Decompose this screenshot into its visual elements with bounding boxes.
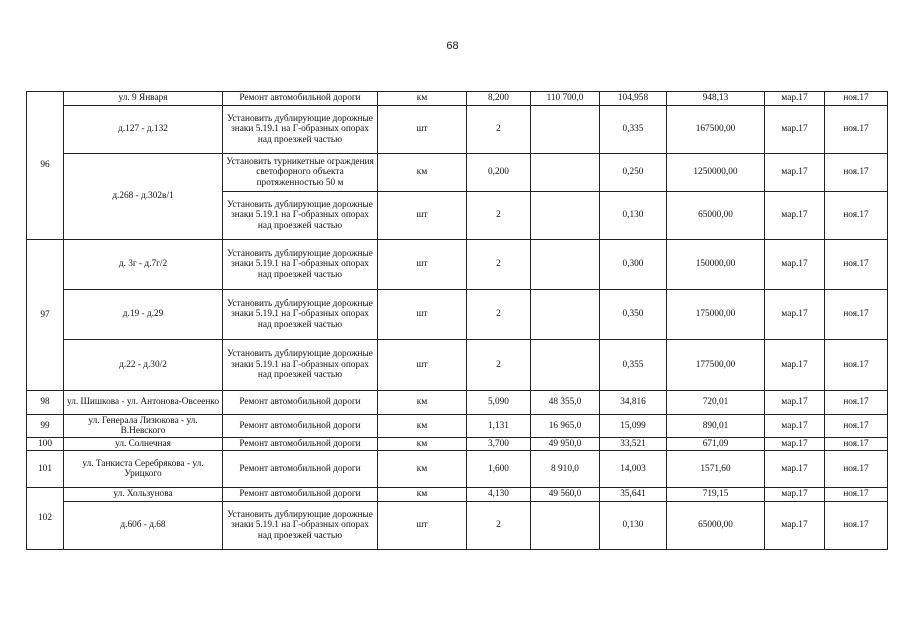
work-type-cell: Установить дублирующие дорожные знаки 5.19.1 на Г-образных опорах над проезжей частью [223,340,378,391]
end-date-cell: ноя.17 [825,488,888,502]
area-cell: 8 910,0 [531,451,600,488]
table-row [27,340,888,391]
address-cell: ул. Генерала Лизюкова - ул. В.Невского [64,415,223,438]
unit-cell: шт [378,340,467,391]
table-row [27,502,888,550]
quantity-cell: 2 [467,340,531,391]
end-date-cell: ноя.17 [825,415,888,438]
quantity-cell: 1,131 [467,415,531,438]
end-date-cell: ноя.17 [825,391,888,415]
table-row [27,106,888,154]
road-works-table [26,91,888,550]
work-type-cell: Установить турникетные ограждения светофорного объекта протяженностью 50 м [223,154,378,192]
amount-cell: 15,099 [600,415,667,438]
amount-cell: 0,350 [600,290,667,340]
end-date-cell: ноя.17 [825,240,888,290]
area-cell [531,340,600,391]
unit-cost-cell: 177500,00 [667,340,765,391]
end-date-cell: ноя.17 [825,154,888,192]
end-date-cell: ноя.17 [825,106,888,154]
start-date-cell: мар.17 [765,192,825,240]
area-cell: 48 355,0 [531,391,600,415]
start-date-cell: мар.17 [765,240,825,290]
amount-cell: 0,335 [600,106,667,154]
area-cell [531,192,600,240]
amount-cell: 0,130 [600,192,667,240]
area-cell [531,240,600,290]
end-date-cell: ноя.17 [825,340,888,391]
address-cell: д.19 - д.29 [64,290,223,340]
quantity-cell: 2 [467,192,531,240]
work-type-cell: Установить дублирующие дорожные знаки 5.19.1 на Г-образных опорах над проезжей частью [223,106,378,154]
amount-cell: 0,130 [600,502,667,550]
unit-cell: км [378,391,467,415]
table-row [27,415,888,438]
quantity-cell: 2 [467,502,531,550]
quantity-cell: 0,200 [467,154,531,192]
unit-cell: шт [378,106,467,154]
area-cell: 110 700,0 [531,92,600,106]
unit-cell: км [378,488,467,502]
end-date-cell: ноя.17 [825,192,888,240]
unit-cell: км [378,415,467,438]
quantity-cell: 4,130 [467,488,531,502]
unit-cost-cell: 65000,00 [667,192,765,240]
unit-cost-cell: 948,13 [667,92,765,106]
item-number: 100 [27,438,64,451]
quantity-cell: 1,600 [467,451,531,488]
quantity-cell: 2 [467,106,531,154]
item-number: 102 [27,488,64,550]
end-date-cell: ноя.17 [825,92,888,106]
table-row [27,488,888,502]
area-cell: 49 950,0 [531,438,600,451]
table-row [27,92,888,106]
work-type-cell: Ремонт автомобильной дороги [223,488,378,502]
address-cell: ул. 9 Января [64,92,223,106]
amount-cell: 0,250 [600,154,667,192]
unit-cost-cell: 65000,00 [667,502,765,550]
area-cell [531,290,600,340]
item-number: 99 [27,415,64,438]
work-type-cell: Ремонт автомобильной дороги [223,415,378,438]
item-number: 98 [27,391,64,415]
unit-cost-cell: 671,09 [667,438,765,451]
address-cell: д.60б - д.68 [64,502,223,550]
table-row [27,240,888,290]
unit-cell: шт [378,192,467,240]
address-cell: ул. Хользунова [64,488,223,502]
amount-cell: 14,003 [600,451,667,488]
work-type-cell: Установить дублирующие дорожные знаки 5.19.1 на Г-образных опорах над проезжей частью [223,502,378,550]
amount-cell: 34,816 [600,391,667,415]
area-cell: 49 560,0 [531,488,600,502]
page-number: 68 [446,40,459,52]
quantity-cell: 2 [467,290,531,340]
address-cell: д.127 - д.132 [64,106,223,154]
item-number: 101 [27,451,64,488]
work-type-cell: Ремонт автомобильной дороги [223,92,378,106]
area-cell [531,502,600,550]
work-type-cell: Установить дублирующие дорожные знаки 5.19.1 на Г-образных опорах над проезжей частью [223,192,378,240]
work-type-cell: Ремонт автомобильной дороги [223,451,378,488]
area-cell: 16 965,0 [531,415,600,438]
start-date-cell: мар.17 [765,92,825,106]
start-date-cell: мар.17 [765,391,825,415]
quantity-cell: 8,200 [467,92,531,106]
table-row [27,290,888,340]
work-type-cell: Установить дублирующие дорожные знаки 5.19.1 на Г-образных опорах над проезжей частью [223,240,378,290]
unit-cost-cell: 1571,60 [667,451,765,488]
unit-cost-cell: 719,15 [667,488,765,502]
unit-cell: км [378,451,467,488]
start-date-cell: мар.17 [765,154,825,192]
table-row [27,451,888,488]
unit-cost-cell: 1250000,00 [667,154,765,192]
table-row [27,154,888,192]
unit-cost-cell: 720,01 [667,391,765,415]
address-cell: ул. Солнечная [64,438,223,451]
amount-cell: 104,958 [600,92,667,106]
unit-cost-cell: 175000,00 [667,290,765,340]
unit-cell: км [378,438,467,451]
start-date-cell: мар.17 [765,106,825,154]
start-date-cell: мар.17 [765,451,825,488]
work-type-cell: Ремонт автомобильной дороги [223,391,378,415]
unit-cost-cell: 150000,00 [667,240,765,290]
unit-cost-cell: 890,01 [667,415,765,438]
end-date-cell: ноя.17 [825,451,888,488]
amount-cell: 33,521 [600,438,667,451]
unit-cell: шт [378,502,467,550]
item-number: 96 [27,92,64,240]
table-row [27,438,888,451]
address-cell: д. 3г - д.7г/2 [64,240,223,290]
work-type-cell: Установить дублирующие дорожные знаки 5.19.1 на Г-образных опорах над проезжей частью [223,290,378,340]
amount-cell: 35,641 [600,488,667,502]
start-date-cell: мар.17 [765,415,825,438]
address-cell: ул. Шишкова - ул. Антонова-Овсеенко [64,391,223,415]
unit-cost-cell: 167500,00 [667,106,765,154]
amount-cell: 0,300 [600,240,667,290]
unit-cell: шт [378,240,467,290]
item-number: 97 [27,240,64,391]
start-date-cell: мар.17 [765,290,825,340]
quantity-cell: 2 [467,240,531,290]
end-date-cell: ноя.17 [825,502,888,550]
address-cell: д.22 - д.30/2 [64,340,223,391]
end-date-cell: ноя.17 [825,438,888,451]
table-row [27,391,888,415]
unit-cell: шт [378,290,467,340]
quantity-cell: 5,090 [467,391,531,415]
address-cell: ул. Танкиста Серебрякова - ул. Урицкого [64,451,223,488]
quantity-cell: 3,700 [467,438,531,451]
amount-cell: 0,355 [600,340,667,391]
start-date-cell: мар.17 [765,340,825,391]
unit-cell: км [378,154,467,192]
unit-cell: км [378,92,467,106]
address-cell: д.268 - д.302в/1 [64,154,223,240]
start-date-cell: мар.17 [765,502,825,550]
start-date-cell: мар.17 [765,488,825,502]
area-cell [531,154,600,192]
end-date-cell: ноя.17 [825,290,888,340]
start-date-cell: мар.17 [765,438,825,451]
work-type-cell: Ремонт автомобильной дороги [223,438,378,451]
area-cell [531,106,600,154]
